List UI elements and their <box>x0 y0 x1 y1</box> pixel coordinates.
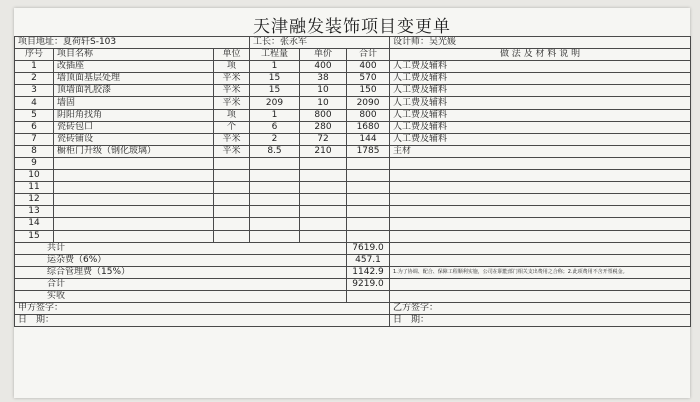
item-total: 150 <box>347 85 390 97</box>
table-row <box>15 85 691 97</box>
item-price: 38 <box>300 73 347 85</box>
item-note: 人工费及辅料 <box>390 133 691 145</box>
item-name <box>54 194 214 206</box>
change-order-sheet <box>14 8 690 398</box>
col-header-unit: 单位 <box>214 49 250 61</box>
item-no: 1 <box>15 61 54 73</box>
header-row <box>15 49 691 61</box>
item-total: 800 <box>347 109 390 121</box>
item-no: 15 <box>15 230 54 242</box>
item-price: 280 <box>300 121 347 133</box>
col-header-note: 做 法 及 材 料 说 明 <box>390 49 691 61</box>
item-unit: 平米 <box>214 73 250 85</box>
table-row <box>15 170 691 182</box>
table-row <box>15 145 691 157</box>
party-b-signature[interactable]: 乙方签字： <box>390 303 691 315</box>
item-price <box>300 194 347 206</box>
item-no: 9 <box>15 157 54 169</box>
table-row <box>15 206 691 218</box>
item-qty <box>250 157 300 169</box>
paid-label: 实收 <box>15 290 347 302</box>
item-price <box>300 157 347 169</box>
foreman: 工长：张永军 <box>250 37 390 49</box>
item-price <box>300 182 347 194</box>
item-note: 主材 <box>390 145 691 157</box>
summary-row-paid <box>15 290 691 302</box>
table-row <box>15 109 691 121</box>
table-row <box>15 218 691 230</box>
item-unit: 平米 <box>214 85 250 97</box>
table-row <box>15 97 691 109</box>
table-row <box>15 133 691 145</box>
table-row <box>15 182 691 194</box>
item-qty <box>250 206 300 218</box>
item-qty: 15 <box>250 73 300 85</box>
col-header-no: 序号 <box>15 49 54 61</box>
item-qty: 209 <box>250 97 300 109</box>
item-no: 8 <box>15 145 54 157</box>
item-qty: 6 <box>250 121 300 133</box>
item-total: 570 <box>347 73 390 85</box>
mgmt-value: 1142.9 <box>347 266 390 278</box>
item-price: 210 <box>300 145 347 157</box>
item-note <box>390 230 691 242</box>
item-total: 144 <box>347 133 390 145</box>
item-name: 改插座 <box>54 61 214 73</box>
item-total <box>347 170 390 182</box>
item-price <box>300 206 347 218</box>
item-unit: 平米 <box>214 133 250 145</box>
item-price <box>300 230 347 242</box>
item-price: 400 <box>300 61 347 73</box>
total-label: 合计 <box>15 278 347 290</box>
item-total: 1785 <box>347 145 390 157</box>
subtotal-label: 共计 <box>15 242 347 254</box>
party-a-date[interactable]: 日 期： <box>15 315 390 327</box>
item-name: 墙固 <box>54 97 214 109</box>
item-no: 11 <box>15 182 54 194</box>
misc-value: 457.1 <box>347 254 390 266</box>
item-note: 人工费及辅料 <box>390 85 691 97</box>
item-no: 13 <box>15 206 54 218</box>
table-row <box>15 73 691 85</box>
item-unit: 项 <box>214 61 250 73</box>
item-name: 瓷砖包口 <box>54 121 214 133</box>
item-total: 2090 <box>347 97 390 109</box>
item-total <box>347 230 390 242</box>
item-price: 72 <box>300 133 347 145</box>
item-qty <box>250 194 300 206</box>
item-unit: 平米 <box>214 97 250 109</box>
misc-label: 运杂费（6%） <box>15 254 347 266</box>
item-name: 橱柜门升级（钢化玻璃） <box>54 145 214 157</box>
info-row <box>15 37 691 49</box>
item-note: 人工费及辅料 <box>390 61 691 73</box>
item-qty <box>250 218 300 230</box>
table-row <box>15 121 691 133</box>
party-a-signature[interactable]: 甲方签字： <box>15 303 390 315</box>
col-header-total: 合计 <box>347 49 390 61</box>
item-unit <box>214 206 250 218</box>
item-no: 5 <box>15 109 54 121</box>
item-no: 2 <box>15 73 54 85</box>
item-price <box>300 218 347 230</box>
item-note <box>390 194 691 206</box>
item-note <box>390 182 691 194</box>
item-total <box>347 182 390 194</box>
item-qty <box>250 182 300 194</box>
item-no: 7 <box>15 133 54 145</box>
item-qty: 1 <box>250 61 300 73</box>
date-row <box>15 315 691 327</box>
item-qty <box>250 170 300 182</box>
total-value: 9219.0 <box>347 278 390 290</box>
item-total: 1680 <box>347 121 390 133</box>
item-name: 顶墙面乳胶漆 <box>54 85 214 97</box>
item-note <box>390 218 691 230</box>
col-header-name: 项目名称 <box>54 49 214 61</box>
item-name: 阴阳角找角 <box>54 109 214 121</box>
mgmt-remark: 1.为了协调、配合、保障工程顺利实施，公司在职能部门相关支出费用之合称；2.此项费用不含开票税金。 <box>390 266 691 278</box>
item-unit: 项 <box>214 109 250 121</box>
item-total <box>347 218 390 230</box>
item-note: 人工费及辅料 <box>390 73 691 85</box>
item-name: 墙顶面基层处理 <box>54 73 214 85</box>
item-name: 瓷砖铺设 <box>54 133 214 145</box>
item-no: 14 <box>15 218 54 230</box>
item-qty: 15 <box>250 85 300 97</box>
item-unit <box>214 157 250 169</box>
item-note: 人工费及辅料 <box>390 109 691 121</box>
party-b-date[interactable]: 日 期： <box>390 315 691 327</box>
paid-value <box>347 290 390 302</box>
table-row <box>15 61 691 73</box>
mgmt-label: 综合管理费（15%） <box>15 266 347 278</box>
item-note <box>390 170 691 182</box>
item-no: 10 <box>15 170 54 182</box>
item-note <box>390 157 691 169</box>
item-name <box>54 170 214 182</box>
item-note: 人工费及辅料 <box>390 97 691 109</box>
item-qty: 8.5 <box>250 145 300 157</box>
item-no: 6 <box>15 121 54 133</box>
item-qty <box>250 230 300 242</box>
signature-row <box>15 303 691 315</box>
designer: 设计师：吴光媛 <box>390 37 691 49</box>
item-qty: 2 <box>250 133 300 145</box>
item-total <box>347 157 390 169</box>
item-qty: 1 <box>250 109 300 121</box>
item-total: 400 <box>347 61 390 73</box>
item-unit <box>214 170 250 182</box>
subtotal-value: 7619.0 <box>347 242 390 254</box>
summary-row-total <box>15 278 691 290</box>
item-note: 人工费及辅料 <box>390 121 691 133</box>
table-row <box>15 194 691 206</box>
item-name <box>54 182 214 194</box>
item-unit <box>214 230 250 242</box>
table-row <box>15 157 691 169</box>
project-address: 项目地址：夏荷轩S-103 <box>15 37 250 49</box>
col-header-price: 单价 <box>300 49 347 61</box>
item-price: 800 <box>300 109 347 121</box>
document-title: 天津融发装饰项目变更单 <box>253 17 451 37</box>
item-unit: 平米 <box>214 145 250 157</box>
change-order-table <box>14 36 691 327</box>
item-total <box>347 206 390 218</box>
item-price <box>300 170 347 182</box>
item-name <box>54 206 214 218</box>
item-unit <box>214 194 250 206</box>
item-name <box>54 230 214 242</box>
item-unit <box>214 182 250 194</box>
item-price: 10 <box>300 97 347 109</box>
item-unit <box>214 218 250 230</box>
item-total <box>347 194 390 206</box>
item-no: 4 <box>15 97 54 109</box>
item-no: 12 <box>15 194 54 206</box>
table-row <box>15 230 691 242</box>
summary-row-misc <box>15 254 691 266</box>
summary-row-mgmt <box>15 266 691 278</box>
summary-row-subtotal <box>15 242 691 254</box>
item-note <box>390 206 691 218</box>
item-name <box>54 218 214 230</box>
item-unit: 个 <box>214 121 250 133</box>
item-no: 3 <box>15 85 54 97</box>
item-name <box>54 157 214 169</box>
col-header-qty: 工程量 <box>250 49 300 61</box>
item-price: 10 <box>300 85 347 97</box>
